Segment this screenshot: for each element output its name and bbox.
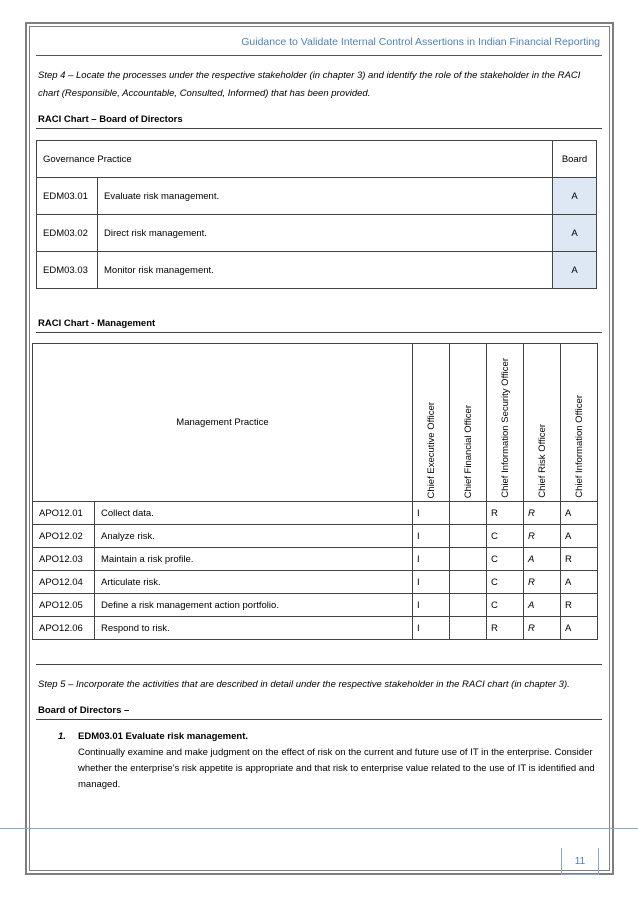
role-header-ceo [413, 344, 450, 502]
practice-name: Respond to risk. [95, 617, 413, 640]
practice-id: APO12.02 [33, 525, 95, 548]
raci-value: I [413, 571, 450, 594]
practice-name: Articulate risk. [95, 571, 413, 594]
governance-practice-header: Governance Practice [37, 141, 553, 178]
role-label: Chief Financial Officer [462, 404, 474, 498]
table-row [37, 178, 597, 215]
raci-value: A [561, 617, 598, 640]
raci-value: A [561, 571, 598, 594]
role-header-cro [524, 344, 561, 502]
role-header-cfo [450, 344, 487, 502]
raci-value: R [524, 617, 561, 640]
practice-id: APO12.03 [33, 548, 95, 571]
practice-name: Monitor risk management. [98, 252, 553, 289]
role-label: Chief Information Officer [573, 395, 585, 498]
raci-value: R [561, 594, 598, 617]
section-rule [36, 719, 602, 720]
practice-name: Define a risk management action portfolio. [95, 594, 413, 617]
activity-item [58, 729, 603, 793]
step-5-instruction: Step 5 – Incorporate the activities that are described in detail under the respective stakeholder in the RACI chart (in chapter 3). [38, 679, 570, 690]
role-header-cio [561, 344, 598, 502]
practice-name: Analyze risk. [95, 525, 413, 548]
activity-number: 1. [58, 731, 66, 742]
footer-rule [0, 828, 638, 829]
raci-value [450, 571, 487, 594]
role-label: Chief Information Security Officer [499, 358, 511, 498]
practice-name: Maintain a risk profile. [95, 548, 413, 571]
raci-value [450, 594, 487, 617]
header-rule [36, 55, 602, 56]
raci-value [450, 617, 487, 640]
raci-value [450, 502, 487, 525]
raci-value: R [487, 617, 524, 640]
raci-value: I [413, 617, 450, 640]
practice-id: EDM03.03 [37, 252, 98, 289]
management-raci-table [32, 343, 598, 640]
step-4-instruction: Step 4 – Locate the processes under the respective stakeholder (in chapter 3) and identify the role of the stakeholder in the RACI chart (Responsible, Accountable, Consulted, Informed) that has been provided. [38, 70, 581, 99]
raci-value: A [561, 525, 598, 548]
raci-value [450, 548, 487, 571]
raci-value: R [561, 548, 598, 571]
raci-value: A [561, 502, 598, 525]
table-row [33, 617, 598, 640]
raci-value: I [413, 548, 450, 571]
section-rule [36, 128, 602, 129]
board-activities-title: Board of Directors – [38, 705, 130, 716]
board-raci-table [36, 140, 597, 289]
role-label: Chief Risk Officer [536, 424, 548, 498]
raci-value: R [487, 502, 524, 525]
table-row [33, 594, 598, 617]
practice-name: Evaluate risk management. [98, 178, 553, 215]
board-chart-title: RACI Chart – Board of Directors [38, 114, 183, 125]
practice-id: APO12.04 [33, 571, 95, 594]
role-header-ciso [487, 344, 524, 502]
raci-value: A [553, 178, 597, 215]
page-number: 11 [561, 848, 599, 875]
practice-id: EDM03.01 [37, 178, 98, 215]
practice-id: APO12.06 [33, 617, 95, 640]
raci-value: A [524, 594, 561, 617]
raci-value: A [553, 252, 597, 289]
raci-value: A [553, 215, 597, 252]
practice-name: Collect data. [95, 502, 413, 525]
table-row [33, 571, 598, 594]
table-row [37, 215, 597, 252]
section-rule [36, 664, 602, 665]
board-role-header: Board [553, 141, 597, 178]
practice-id: APO12.05 [33, 594, 95, 617]
raci-value: A [524, 548, 561, 571]
raci-value: I [413, 502, 450, 525]
activity-description: Continually examine and make judgment on the effect of risk on the current and future use of IT in the enterprise. Consider whether the enterprise’s risk appetite is appropriate and that risk to enterprise value related to the use of IT is identified and managed. [78, 747, 595, 790]
role-label: Chief Executive Officer [425, 401, 437, 498]
raci-value: R [524, 502, 561, 525]
table-row [33, 548, 598, 571]
raci-value: C [487, 548, 524, 571]
management-practice-header: Management Practice [33, 344, 413, 502]
raci-value: C [487, 594, 524, 617]
management-chart-title: RACI Chart - Management [38, 318, 156, 329]
activity-title: EDM03.01 Evaluate risk management. [78, 731, 249, 742]
raci-value: C [487, 571, 524, 594]
table-row [33, 502, 598, 525]
practice-id: EDM03.02 [37, 215, 98, 252]
raci-value [450, 525, 487, 548]
raci-value: R [524, 571, 561, 594]
table-header-row [37, 141, 597, 178]
practice-name: Direct risk management. [98, 215, 553, 252]
table-row [37, 252, 597, 289]
raci-value: I [413, 594, 450, 617]
table-header-row [33, 344, 598, 502]
table-row [33, 525, 598, 548]
running-header: Guidance to Validate Internal Control Assertions in Indian Financial Reporting [241, 36, 600, 48]
raci-value: C [487, 525, 524, 548]
raci-value: I [413, 525, 450, 548]
practice-id: APO12.01 [33, 502, 95, 525]
section-rule [36, 332, 602, 333]
raci-value: R [524, 525, 561, 548]
